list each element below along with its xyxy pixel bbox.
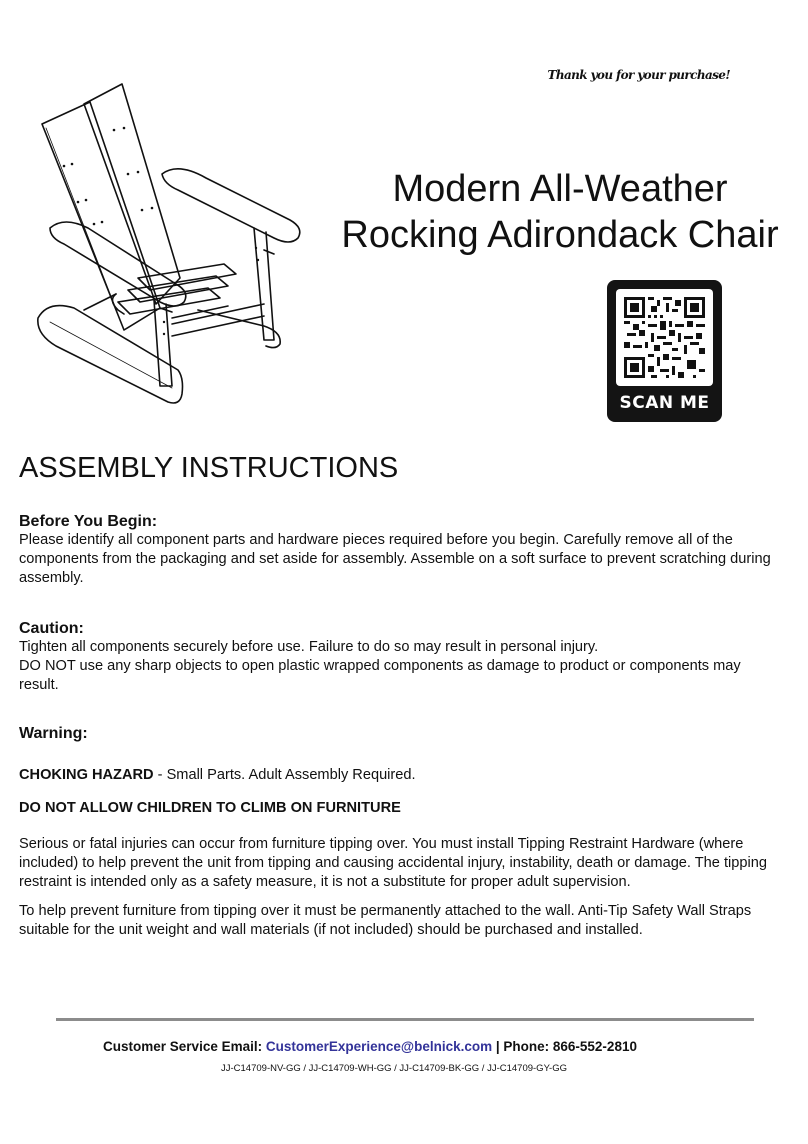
qr-code-pattern (624, 297, 705, 378)
qr-code (616, 289, 713, 386)
qr-code-card[interactable] (607, 280, 722, 422)
email-link[interactable]: CustomerExperience@belnick.com (265, 1039, 493, 1054)
choking-hazard-text: - Small Parts. Adult Assembly Required. (153, 767, 416, 783)
anti-tip-text: To help prevent furniture from tipping over it must be permanently attached to the wall. Anti-Tip Safety Wall Straps suitable for the unit weight and wall materials (if not included) should be purchased and installed. (19, 903, 752, 938)
warning-heading: Warning: (19, 725, 88, 742)
thank-you-note: Thank you for your purchase! (547, 68, 730, 82)
climb-warning-text: DO NOT ALLOW CHILDREN TO CLIMB ON FURNITURE (19, 800, 401, 816)
tipping-paragraph (19, 835, 779, 892)
tipping-text: Serious or fatal injuries can occur from furniture tipping over. You must install Tipping Restraint Hardware (where included) to help prevent the unit from tipping and causing accidental injury, instability, death or damage. The tipping restraint is intended only as a safety measure, it is not a substitute for proper adult supervision. (19, 836, 767, 890)
phone-label: | Phone: (492, 1039, 553, 1054)
climb-warning (19, 799, 779, 818)
phone-number: 866-552-2810 (552, 1039, 637, 1054)
caution-section (19, 619, 779, 695)
chair-illustration (28, 78, 318, 418)
before-you-begin-section (19, 512, 779, 588)
anti-tip-paragraph (19, 902, 779, 940)
model-numbers: JJ-C14709-NV-GG / JJ-C14709-WH-GG / JJ-C14709-BK-GG / JJ-C14709-GY-GG (221, 1063, 567, 1074)
before-you-begin-text: Please identify all component parts and hardware pieces required before you begin. Carefully remove all of the components from the packaging and set aside for assembly. Assemble on a soft surface to prevent scratching during assembly. (19, 532, 771, 586)
before-you-begin-heading: Before You Begin: (19, 513, 158, 530)
title-line-2: Rocking Adirondack Chair (341, 214, 779, 256)
choking-hazard-line (19, 766, 779, 785)
title-line-1: Modern All-Weather (392, 168, 728, 210)
caution-heading: Caution: (19, 620, 84, 637)
choking-hazard-label: CHOKING HAZARD (19, 767, 154, 783)
caution-line-1: Tighten all components securely before use. Failure to do so may result in personal injury. (19, 639, 599, 655)
product-title (320, 166, 800, 258)
footer-divider (56, 1018, 754, 1021)
scan-me-label: SCAN ME (619, 393, 710, 413)
email-label: Customer Service Email: (103, 1039, 266, 1054)
warning-section (19, 724, 779, 743)
customer-service-line (0, 1039, 740, 1054)
assembly-instructions-heading: ASSEMBLY INSTRUCTIONS (19, 452, 399, 484)
caution-line-2: DO NOT use any sharp objects to open plastic wrapped components as damage to product or components may result. (19, 658, 741, 693)
